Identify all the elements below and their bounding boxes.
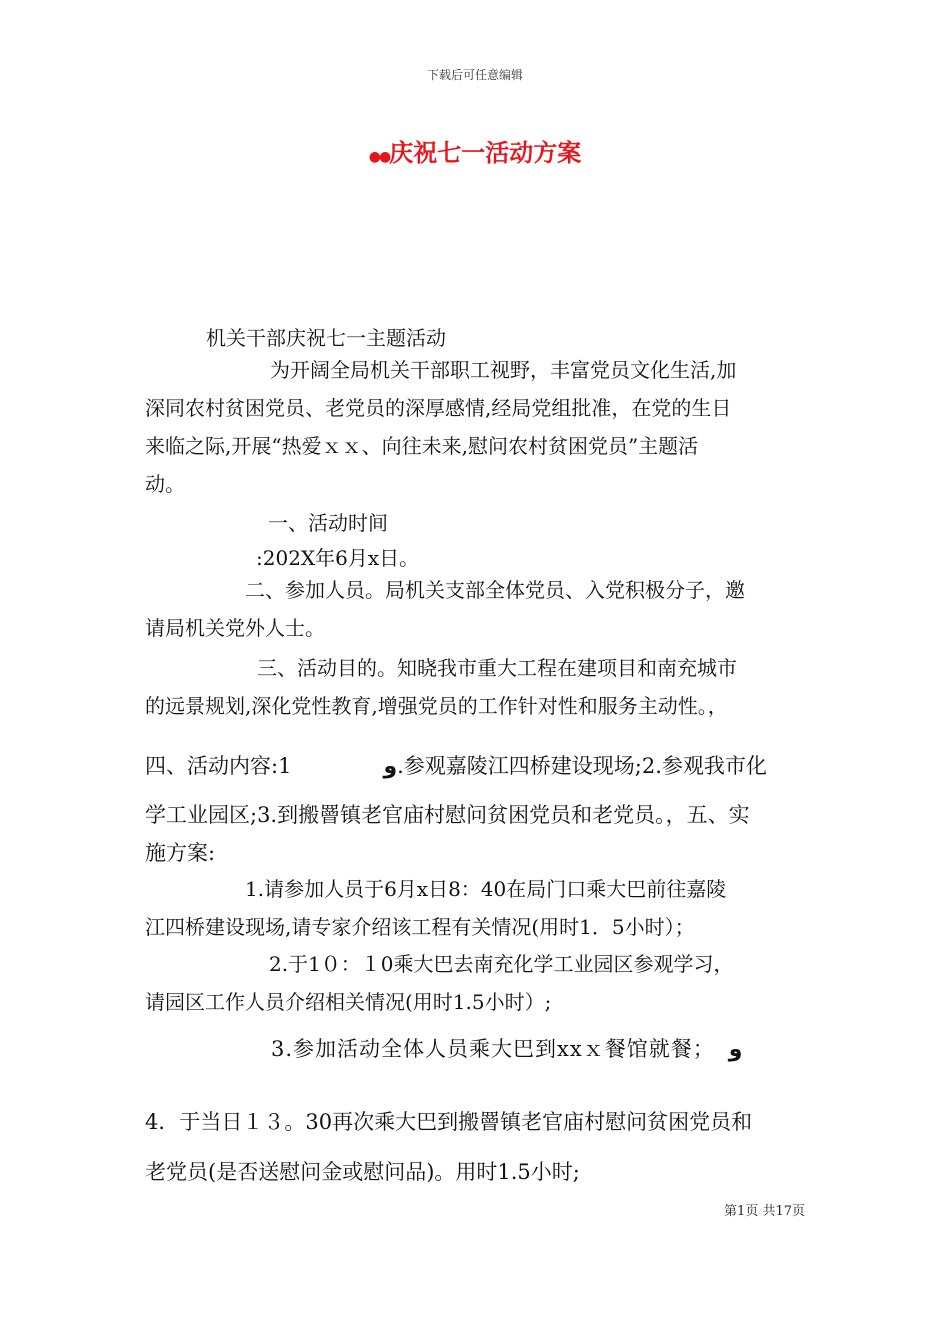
title-text: 庆祝七一活动方案 [389, 138, 582, 167]
section1-heading: 一、活动时间 [268, 511, 388, 535]
plan1-line: 江四桥建设现场,请专家介绍该工程有关情况(用时1．5小时）； [145, 915, 695, 939]
section3-line: 的远景规划,深化党性教育,增强党员的工作针对性和服务主动性。， [145, 694, 728, 718]
plan4-line2: 老党员(是否送慰问金或慰问品)。用时1.5小时; [145, 1160, 580, 1184]
stray-glyph-icon: و [383, 754, 398, 779]
section2-line: 请局机关党外人士。 [145, 616, 325, 640]
section3-paragraph [145, 649, 817, 725]
section4-line3: 施方案: [145, 841, 216, 865]
section4-line1 [145, 750, 767, 780]
document-title [0, 133, 950, 168]
section2-paragraph [145, 571, 817, 647]
title-bullet-icon: ●● [368, 149, 390, 165]
subtitle: 机关干部庆祝七一主题活动 [206, 326, 446, 350]
page-footer: 第1页 共17页 [724, 1204, 805, 1219]
section4-line2: 学工业园区;3.到搬罾镇老官庙村慰问贫困党员和老党员。，五、实 [145, 803, 750, 827]
intro-line: 深同农村贫困党员、老党员的深厚感情,经局党组批准，在党的生日 [145, 396, 732, 420]
section4-prefix: 四、活动内容:1 [145, 754, 292, 778]
stray-glyph-icon: و [728, 1037, 743, 1062]
plan1-line: 1.请参加人员于6月x日8：40在局门口乘大巴前往嘉陵 [245, 877, 727, 901]
section2-line: 二、参加人员。局机关支部全体党员、入党积极分子，邀 [245, 578, 745, 602]
plan3-line [271, 1033, 742, 1063]
intro-line: 动。 [145, 472, 185, 496]
plan2-line: 2.于1０：１0乘大巴去南充化学工业园区参观学习， [269, 952, 734, 976]
plan4-line1: 4．于当日１３。30再次乘大巴到搬罾镇老官庙村慰问贫困党员和 [145, 1110, 753, 1134]
plan3-text: 3.参加活动全体人员乘大巴到xxｘ餐馆就餐； [271, 1037, 715, 1061]
header-note: 下载后可任意编辑 [426, 68, 523, 82]
intro-line: 为开阔全局机关干部职工视野，丰富党员文化生活,加 [270, 358, 737, 382]
intro-paragraph [145, 351, 817, 503]
section3-line: 三、活动目的。知晓我市重大工程在建项目和南充城市 [257, 656, 737, 680]
intro-line: 来临之际,开展“热爱ｘｘ、向往未来,慰问农村贫困党员”主题活 [145, 434, 699, 458]
plan2-line: 请园区工作人员介绍相关情况(用时1.5小时）; [145, 990, 552, 1014]
section1-value: :202X年6月x日。 [256, 546, 420, 570]
plan1-paragraph [145, 870, 817, 946]
section4-content: .参观嘉陵江四桥建设现场;2.参观我市化 [397, 754, 767, 778]
plan2-paragraph [145, 945, 817, 1021]
